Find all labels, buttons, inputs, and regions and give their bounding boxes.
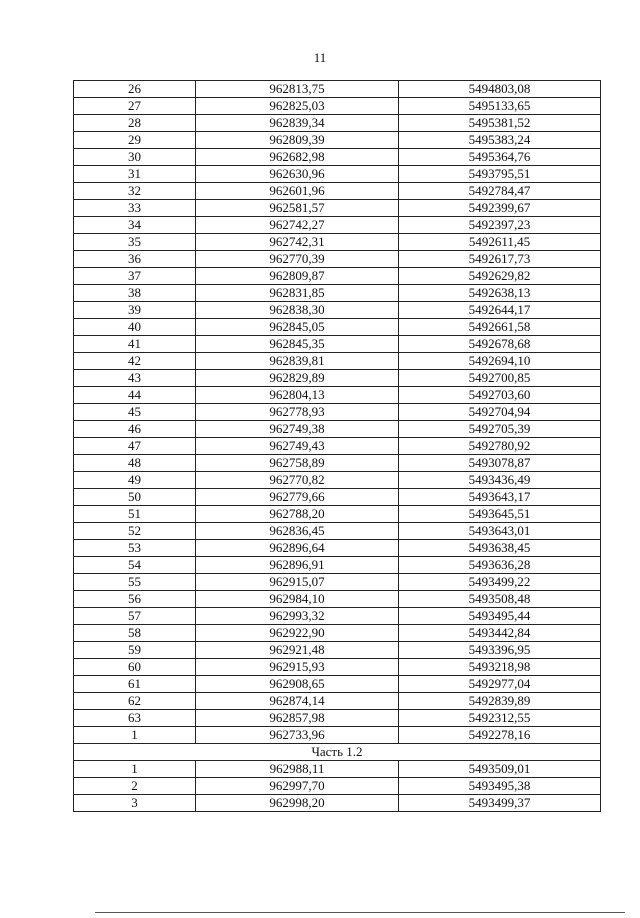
point-number-cell: 27	[74, 98, 196, 115]
x-coordinate-cell: 962770,39	[196, 251, 399, 268]
y-coordinate-cell: 5493638,45	[399, 540, 601, 557]
x-coordinate-cell: 962630,96	[196, 166, 399, 183]
x-coordinate-cell: 962922,90	[196, 625, 399, 642]
table-row	[74, 200, 601, 217]
point-number-cell: 41	[74, 336, 196, 353]
x-coordinate-cell: 962682,98	[196, 149, 399, 166]
y-coordinate-cell: 5495364,76	[399, 149, 601, 166]
table-row	[74, 336, 601, 353]
table-row	[74, 115, 601, 132]
x-coordinate-cell: 962749,38	[196, 421, 399, 438]
y-coordinate-cell: 5492977,04	[399, 676, 601, 693]
table-row	[74, 404, 601, 421]
y-coordinate-cell: 5492661,58	[399, 319, 601, 336]
x-coordinate-cell: 962896,64	[196, 540, 399, 557]
y-coordinate-cell: 5492611,45	[399, 234, 601, 251]
point-number-cell: 3	[74, 795, 196, 812]
point-number-cell: 32	[74, 183, 196, 200]
table-row	[74, 149, 601, 166]
y-coordinate-cell: 5492705,39	[399, 421, 601, 438]
y-coordinate-cell: 5493396,95	[399, 642, 601, 659]
table-row	[74, 778, 601, 795]
y-coordinate-cell: 5492784,47	[399, 183, 601, 200]
x-coordinate-cell: 962838,30	[196, 302, 399, 319]
coordinates-table	[73, 80, 601, 812]
x-coordinate-cell: 962997,70	[196, 778, 399, 795]
table-row	[74, 710, 601, 727]
x-coordinate-cell: 962809,87	[196, 268, 399, 285]
table-row	[74, 319, 601, 336]
table-row	[74, 132, 601, 149]
y-coordinate-cell: 5492312,55	[399, 710, 601, 727]
point-number-cell: 50	[74, 489, 196, 506]
page-bottom-rule	[95, 912, 625, 913]
table-row	[74, 217, 601, 234]
point-number-cell: 57	[74, 608, 196, 625]
point-number-cell: 53	[74, 540, 196, 557]
table-row	[74, 727, 601, 744]
y-coordinate-cell: 5492638,13	[399, 285, 601, 302]
table-row	[74, 81, 601, 98]
x-coordinate-cell: 962839,34	[196, 115, 399, 132]
y-coordinate-cell: 5492617,73	[399, 251, 601, 268]
table-row	[74, 302, 601, 319]
point-number-cell: 45	[74, 404, 196, 421]
table-row	[74, 625, 601, 642]
y-coordinate-cell: 5493795,51	[399, 166, 601, 183]
table-row	[74, 557, 601, 574]
point-number-cell: 43	[74, 370, 196, 387]
point-number-cell: 48	[74, 455, 196, 472]
point-number-cell: 61	[74, 676, 196, 693]
table-row	[74, 421, 601, 438]
point-number-cell: 63	[74, 710, 196, 727]
y-coordinate-cell: 5492397,23	[399, 217, 601, 234]
part-1-2-body	[74, 761, 601, 812]
y-coordinate-cell: 5492839,89	[399, 693, 601, 710]
table-row	[74, 676, 601, 693]
x-coordinate-cell: 962770,82	[196, 472, 399, 489]
point-number-cell: 47	[74, 438, 196, 455]
y-coordinate-cell: 5493495,44	[399, 608, 601, 625]
y-coordinate-cell: 5492644,17	[399, 302, 601, 319]
table-row	[74, 642, 601, 659]
point-number-cell: 42	[74, 353, 196, 370]
point-number-cell: 44	[74, 387, 196, 404]
table-row	[74, 285, 601, 302]
x-coordinate-cell: 962601,96	[196, 183, 399, 200]
point-number-cell: 38	[74, 285, 196, 302]
point-number-cell: 1	[74, 727, 196, 744]
point-number-cell: 30	[74, 149, 196, 166]
point-number-cell: 49	[74, 472, 196, 489]
table-row	[74, 234, 601, 251]
table-row	[74, 608, 601, 625]
x-coordinate-cell: 962779,66	[196, 489, 399, 506]
y-coordinate-cell: 5493436,49	[399, 472, 601, 489]
table-row	[74, 795, 601, 812]
x-coordinate-cell: 962845,05	[196, 319, 399, 336]
x-coordinate-cell: 962742,31	[196, 234, 399, 251]
y-coordinate-cell: 5492780,92	[399, 438, 601, 455]
point-number-cell: 26	[74, 81, 196, 98]
table-row	[74, 438, 601, 455]
point-number-cell: 58	[74, 625, 196, 642]
y-coordinate-cell: 5493495,38	[399, 778, 601, 795]
point-number-cell: 62	[74, 693, 196, 710]
y-coordinate-cell: 5493645,51	[399, 506, 601, 523]
y-coordinate-cell: 5495383,24	[399, 132, 601, 149]
x-coordinate-cell: 962839,81	[196, 353, 399, 370]
point-number-cell: 59	[74, 642, 196, 659]
x-coordinate-cell: 962874,14	[196, 693, 399, 710]
x-coordinate-cell: 962836,45	[196, 523, 399, 540]
x-coordinate-cell: 962831,85	[196, 285, 399, 302]
point-number-cell: 29	[74, 132, 196, 149]
table-row	[74, 506, 601, 523]
x-coordinate-cell: 962825,03	[196, 98, 399, 115]
y-coordinate-cell: 5494803,08	[399, 81, 601, 98]
y-coordinate-cell: 5493643,01	[399, 523, 601, 540]
point-number-cell: 60	[74, 659, 196, 676]
x-coordinate-cell: 962993,32	[196, 608, 399, 625]
table-row	[74, 251, 601, 268]
point-number-cell: 52	[74, 523, 196, 540]
y-coordinate-cell: 5493509,01	[399, 761, 601, 778]
x-coordinate-cell: 962788,20	[196, 506, 399, 523]
y-coordinate-cell: 5492703,60	[399, 387, 601, 404]
y-coordinate-cell: 5493643,17	[399, 489, 601, 506]
x-coordinate-cell: 962749,43	[196, 438, 399, 455]
x-coordinate-cell: 962988,11	[196, 761, 399, 778]
y-coordinate-cell: 5495133,65	[399, 98, 601, 115]
point-number-cell: 39	[74, 302, 196, 319]
part-1-1-body	[74, 81, 601, 744]
x-coordinate-cell: 962733,96	[196, 727, 399, 744]
x-coordinate-cell: 962758,89	[196, 455, 399, 472]
x-coordinate-cell: 962581,57	[196, 200, 399, 217]
x-coordinate-cell: 962804,13	[196, 387, 399, 404]
y-coordinate-cell: 5493636,28	[399, 557, 601, 574]
point-number-cell: 36	[74, 251, 196, 268]
section-header-row	[74, 744, 601, 761]
x-coordinate-cell: 962896,91	[196, 557, 399, 574]
y-coordinate-cell: 5495381,52	[399, 115, 601, 132]
point-number-cell: 54	[74, 557, 196, 574]
table-row	[74, 455, 601, 472]
point-number-cell: 55	[74, 574, 196, 591]
y-coordinate-cell: 5492700,85	[399, 370, 601, 387]
x-coordinate-cell: 962857,98	[196, 710, 399, 727]
y-coordinate-cell: 5493218,98	[399, 659, 601, 676]
point-number-cell: 34	[74, 217, 196, 234]
point-number-cell: 46	[74, 421, 196, 438]
y-coordinate-cell: 5493499,37	[399, 795, 601, 812]
table-row	[74, 472, 601, 489]
table-row	[74, 353, 601, 370]
point-number-cell: 33	[74, 200, 196, 217]
table-row	[74, 489, 601, 506]
point-number-cell: 51	[74, 506, 196, 523]
x-coordinate-cell: 962829,89	[196, 370, 399, 387]
point-number-cell: 40	[74, 319, 196, 336]
y-coordinate-cell: 5493442,84	[399, 625, 601, 642]
x-coordinate-cell: 962742,27	[196, 217, 399, 234]
page-number: 11	[313, 50, 327, 65]
x-coordinate-cell: 962984,10	[196, 591, 399, 608]
y-coordinate-cell: 5493499,22	[399, 574, 601, 591]
section-label: Часть 1.2	[74, 744, 601, 761]
x-coordinate-cell: 962915,93	[196, 659, 399, 676]
point-number-cell: 35	[74, 234, 196, 251]
table-row	[74, 659, 601, 676]
point-number-cell: 37	[74, 268, 196, 285]
x-coordinate-cell: 962778,93	[196, 404, 399, 421]
point-number-cell: 28	[74, 115, 196, 132]
y-coordinate-cell: 5493508,48	[399, 591, 601, 608]
table-row	[74, 166, 601, 183]
x-coordinate-cell: 962809,39	[196, 132, 399, 149]
point-number-cell: 2	[74, 778, 196, 795]
y-coordinate-cell: 5492399,67	[399, 200, 601, 217]
table-row	[74, 574, 601, 591]
table-row	[74, 591, 601, 608]
table-row	[74, 523, 601, 540]
x-coordinate-cell: 962915,07	[196, 574, 399, 591]
y-coordinate-cell: 5492629,82	[399, 268, 601, 285]
x-coordinate-cell: 962998,20	[196, 795, 399, 812]
table-row	[74, 693, 601, 710]
y-coordinate-cell: 5492704,94	[399, 404, 601, 421]
table-row	[74, 370, 601, 387]
y-coordinate-cell: 5492678,68	[399, 336, 601, 353]
point-number-cell: 1	[74, 761, 196, 778]
x-coordinate-cell: 962921,48	[196, 642, 399, 659]
y-coordinate-cell: 5492278,16	[399, 727, 601, 744]
x-coordinate-cell: 962908,65	[196, 676, 399, 693]
table-row	[74, 98, 601, 115]
table-row	[74, 183, 601, 200]
point-number-cell: 31	[74, 166, 196, 183]
y-coordinate-cell: 5492694,10	[399, 353, 601, 370]
table-row	[74, 387, 601, 404]
x-coordinate-cell: 962813,75	[196, 81, 399, 98]
table-row	[74, 268, 601, 285]
table-row	[74, 761, 601, 778]
table-row	[74, 540, 601, 557]
point-number-cell: 56	[74, 591, 196, 608]
x-coordinate-cell: 962845,35	[196, 336, 399, 353]
y-coordinate-cell: 5493078,87	[399, 455, 601, 472]
